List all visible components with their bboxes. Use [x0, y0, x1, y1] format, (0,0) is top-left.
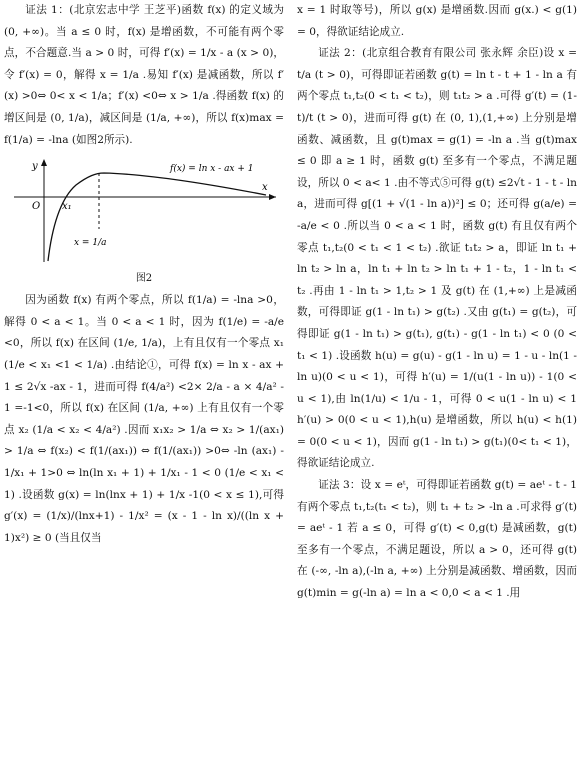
root-label: x₁ [62, 201, 72, 213]
dashed-line-label: x = 1/a [74, 238, 107, 249]
y-axis-arrow-icon [41, 159, 47, 166]
left-column [4, 0, 284, 777]
function-graph [4, 157, 284, 267]
origin-label: O [32, 201, 41, 213]
curve-label: f(x) = ln x - ax + 1 [170, 164, 254, 175]
right-column [297, 0, 577, 777]
proof-3-paragraph: 证法 3：设 x = eᵗ，可得即证若函数 g(t) = aeᵗ - t - 1 有两个零点 t₁,t₂(t₁ < t₂)，则 t₁ + t₂ > -ln a .可求得 g′(t) = aeᵗ - 1 若 a ≤ 0，可得 g′(t) < 0,g(t) 是减函数，g(t) 至多有一个零点，不满足题设，所以 a > 0，还可得 g(t) 在 (-∞, -ln a),(-ln a, +∞) 上分别是减函数、增函数，因而 g(t)min = g(-ln a) = ln a < 0,0 < a < 1 .用 [297, 479, 577, 600]
proof-1-end-paragraph: x = 1 时取等号)，所以 g(x) 是增函数.因而 g(x.) < g(1) = 0，得欲证结论成立. [297, 4, 577, 38]
proof-2-paragraph: 证法 2：(北京组合教育有限公司 张永辉 余臣)设 x = t/a (t > 0)，可得即证若函数 g(t) = ln t - t + 1 - ln a 有两个零点 t₁,t₂(0 < t₁ < t₂)，则 t₁t₂ > a .可得 g′(t) = (1-t)/t (t > 0)，进而可得 g(t) 在 (0, 1),(1,+∞) 上分别是增函数、减函数，且 g(t)max = g(1) = -ln a .当 g(t)max ≤ 0 即 a ≥ 1 时，函数 g(t) 至多有一个零点，不满足题设，所以 0 < a< 1 .由不等式⑤可得 g(t) ≤2√t - 1 - t - ln a，进而可得 g[(1 + √(1 - ln a))²] ≤ 0；还可得 g(a/e) = -a/e < 0 .所以当 0 < a < 1 时，函数 g(t) 有且仅有两个零点 t₁,t₂(0 < t₁ < 1 < t₂) .欲证 t₁t₂ > a，即证 ln t₁ + ln t₂ > ln a，ln t₁ + ln t₂ > ln t₁ + 1 - t₂，1 - ln t₁ < t₂ .再由 1 - ln t₁ > 1,t₂ > 1 及 g(t) 在 (1,+∞) 上是减函数，可得即证 g(1 - ln t₁) > g(t₂) .又由 g(t₁) = g(t₂)，可得即证 g(1 - ln t₁) > g(t₁), g(t₁) - g(1 - ln t₁) < 0 (0 < t₁ < 1) .设函数 h(u) = g(u) - g(1 - ln u) = 1 - u - ln(1 - ln u)(0 < u < 1)，可得 h′(u) = 1/(u(1 - ln u)) - 1(0 < u < 1),由 ln(1/u) < 1/u - 1，可得 0 < u(1 - ln u) < 1 h′(u) > 0(0 < u < 1),h(u) 是增函数，所以 h(u) < h(1) = 0(0 < u < 1)，因而 g(1 - ln t₁) > g(t₁)(0< t₁ < 1)，得欲证结论成立. [297, 47, 577, 470]
x-axis-arrow-icon [269, 194, 276, 200]
figure-2 [4, 157, 284, 267]
proof-1-continued-paragraph: 因为函数 f(x) 有两个零点，所以 f(1/a) = -lna >0，解得 0 < a < 1。当 0 < a < 1 时，因为 f(1/e) = -a/e <0，所以 f(x) 在区间 (1/e, 1/a)，上有且仅有一个零点 x₁ (1/e < x₁ <1 < 1/a) .由结论①，可得 f(x) = ln x - ax + 1 ≤ 2√x -ax - 1，进而可得 f(4/a²) <2× 2/a - a × 4/a² - 1 =-1<0，所以 f(x) 在区间 (1/a, +∞) 上有且仅有一个零点 x₂ (1/a < x₂ < 4/a²) .因而 x₁x₂ > 1/a ⇔ x₂ > 1/(ax₁) > 1/a ⇔ f(x₂) < f(1/(ax₁)) ⇔ f(1/(ax₁)) >0⇔ -ln (ax₁) - 1/x₁ + 1>0 ⇔ ln(ln x₁ + 1) + 1/x₁ - 1 < 0 (1/e < x₁ < 1) .设函数 g(x) = ln(lnx + 1) + 1/x -1(0 < x ≤ 1),可得 g′(x) = (1/x)/(lnx+1) - 1/x² = (x - 1 - ln x)/((ln x + 1)x²) ≥ 0 (当且仅当 [4, 294, 284, 544]
x-axis-label: x [262, 182, 268, 194]
y-axis-label: y [32, 161, 38, 173]
proof-1-paragraph: 证法 1：(北京宏志中学 王芝平)函数 f(x) 的定义域为(0, +∞)。当 a ≤ 0 时，f(x) 是增函数，不可能有两个零点，不合题意.当 a > 0 时，可得 f′(x) = 1/x - a (x > 0)，令 f′(x) = 0，解得 x = 1/a .易知 f′(x) 是减函数，所以 f′(x) >0⇔ 0< x < 1/a；f′(x) <0⇔ x > 1/a .得函数 f(x) 的增区间是 (0, 1/a)，减区间是 (1/a, +∞)，所以 f(x)max = f(1/a) = -lna (如图2所示). [4, 4, 284, 146]
figure-caption: 图2 [135, 273, 153, 285]
